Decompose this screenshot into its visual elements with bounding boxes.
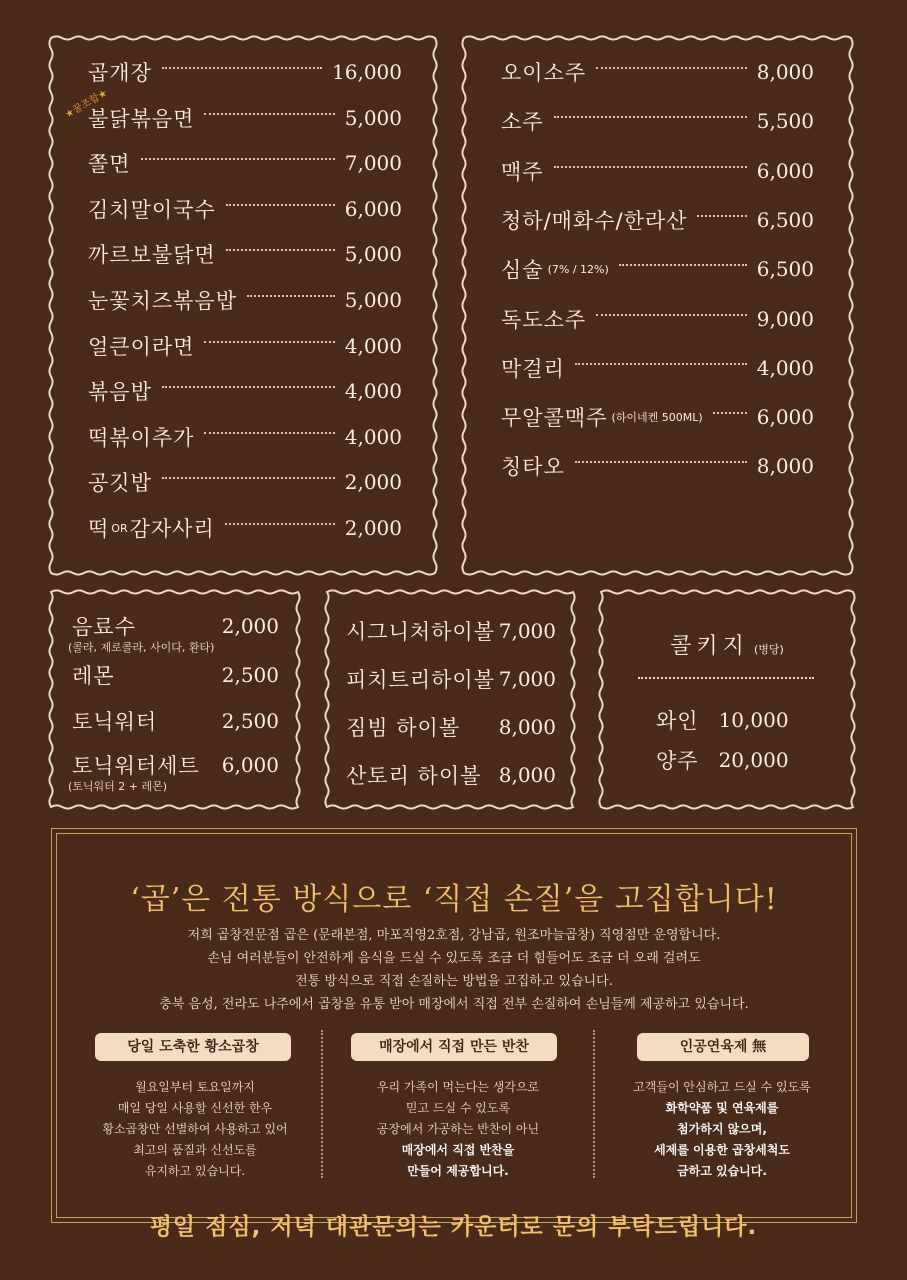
feature-line: [77, 1077, 313, 1098]
menu-item: [88, 194, 402, 224]
menu-item: [88, 57, 402, 87]
menu-item: [501, 106, 814, 136]
feature-line-text: 최고의 품질과 신선도를: [133, 1143, 257, 1157]
menu-item-name: 음료수: [72, 615, 136, 639]
menu-item-price: 2,500: [221, 663, 279, 687]
corkage-panel-border: [598, 589, 856, 810]
menu-item-price: 2,500: [221, 709, 279, 733]
menu-item: [346, 712, 556, 742]
menu-item: [656, 745, 789, 775]
feature-line: [77, 1098, 313, 1119]
feature-column-fresh-tripe: [77, 1077, 313, 1182]
menu-item-note: (7% / 12%): [547, 262, 609, 276]
menu-item-price: 7,000: [498, 619, 556, 643]
dot-leader: [596, 314, 747, 316]
scalloped-border: [599, 590, 854, 808]
menu-item-price: 6,000: [221, 753, 279, 777]
menu-item-price: 2,000: [221, 614, 279, 638]
dot-leader: [247, 295, 335, 297]
menu-item-name: 칭타오: [501, 455, 565, 480]
menu-item: [501, 353, 814, 383]
menu-item-name: 무알콜맥주: [501, 406, 608, 431]
menu-item: [501, 156, 814, 186]
feature-column-no-tenderizer: [603, 1077, 841, 1182]
menu-item: [501, 254, 814, 284]
menu-item: [88, 331, 402, 361]
dot-leader: [226, 249, 335, 251]
menu-item: [88, 103, 402, 133]
feature-badge-no-tenderizer: 인공연육제 無: [637, 1033, 809, 1061]
feature-line: [331, 1119, 585, 1140]
menu-item: [72, 750, 279, 780]
menu-item-name: 오이소주: [501, 61, 587, 85]
info-paragraph-line: 손님 여러분들이 안전하게 음식을 드실 수 있도록 조금 더 힘들어도 조금 더 오래 걸려도: [207, 951, 701, 966]
menu-item-price: 5,000: [344, 105, 402, 130]
menu-item-price: 7,000: [498, 667, 556, 691]
feature-line-text: 유지하고 있습니다.: [144, 1164, 246, 1178]
dot-leader: [554, 166, 747, 168]
menu-item-name: 짐빔 하이볼: [346, 716, 461, 740]
menu-item-name: 소주: [501, 110, 544, 135]
dot-leader: [162, 386, 335, 388]
menu-item-price: 8,000: [498, 763, 556, 787]
highball-panel: [324, 589, 576, 810]
feature-line: [603, 1119, 841, 1140]
dot-leader: [619, 264, 747, 266]
corkage-note: (병당): [754, 643, 784, 656]
feature-line-text: 화학약품 및 연육제를: [665, 1101, 779, 1115]
menu-item-price: 5,000: [344, 288, 402, 312]
menu-item-subtext: (토닉워터 2 + 레몬): [68, 780, 168, 793]
menu-item-name: 청하/매화수/한라산: [501, 208, 688, 233]
menu-item-price: 2,000: [344, 516, 402, 540]
feature-line: [77, 1161, 313, 1182]
info-paragraph-line: 충북 음성, 전라도 나주에서 곱창을 유통 받아 매장에서 직접 전부 손질하여 손님들께 제공하고 있습니다.: [159, 997, 749, 1012]
menu-item: [88, 513, 402, 543]
menu-item-price: 6,500: [756, 207, 814, 232]
menu-item-price: 4,000: [344, 424, 402, 449]
feature-line-text: 첨가하지 않으며,: [677, 1122, 767, 1136]
menu-item-price: 4,000: [344, 333, 402, 358]
dot-leader: [575, 461, 747, 463]
menu-item-name: 토닉워터세트: [72, 754, 200, 778]
menu-item: [346, 760, 556, 790]
feature-line: [331, 1161, 585, 1182]
menu-item-price: 9,000: [756, 306, 814, 331]
menu-item: [346, 664, 556, 694]
dot-leader: [713, 412, 747, 414]
info-headline: ‘곱’은 전통 방식으로 ‘직접 손질’을 고집합니다!: [130, 882, 778, 917]
dot-leader: [204, 341, 334, 343]
menu-item-name: 토닉워터: [72, 710, 158, 734]
feature-line: [603, 1140, 841, 1161]
menu-item: [346, 616, 556, 646]
corkage-divider: [638, 677, 814, 679]
feature-line: [331, 1140, 585, 1161]
menu-item-price: 4,000: [756, 355, 814, 380]
menu-item-note: (하이네켄 500ML): [611, 411, 703, 425]
menu-item-name: 독도소주: [501, 307, 587, 332]
menu-item-price: 5,500: [756, 109, 814, 134]
menu-item: [88, 148, 402, 178]
feature-line-text: 고객들이 안심하고 드실 수 있도록: [633, 1080, 811, 1094]
info-box: [51, 828, 857, 1223]
menu-item-price: 10,000: [718, 708, 789, 732]
menu-item-name: 공깃밥: [88, 471, 152, 496]
menu-item-name: 레몬: [72, 664, 115, 688]
menu-item: [88, 467, 402, 497]
dot-leader: [204, 113, 334, 115]
dot-leader: [204, 432, 334, 434]
feature-line-text: 믿고 드실 수 있도록: [405, 1101, 511, 1115]
feature-line: [331, 1077, 585, 1098]
combo-tag: ★꿀조합★: [63, 87, 110, 121]
menu-item-name: 피치트리하이볼: [346, 668, 496, 692]
menu-item-price: 8,000: [498, 715, 556, 739]
menu-item-name: 곱개장: [88, 61, 152, 85]
menu-item-price: 8,000: [756, 60, 814, 84]
dot-leader: [575, 363, 747, 365]
menu-item-price: 16,000: [332, 60, 402, 84]
menu-item: [72, 706, 279, 736]
menu-item-name: 막걸리: [501, 356, 565, 381]
menu-item: [72, 611, 279, 641]
column-divider: [321, 1030, 323, 1178]
menu-item: [501, 205, 814, 235]
menu-item: [501, 304, 814, 334]
footer-notice: 평일 점심, 저녁 대관문의는 카운터로 문의 부탁드립니다.: [149, 1214, 758, 1240]
menu-item-name: 불닭볶음면: [88, 106, 195, 131]
corkage-panel: [598, 589, 856, 810]
menu-item-or: OR: [111, 521, 128, 535]
food-menu-panel: [48, 35, 438, 576]
menu-item-name-alt: 감자사리: [129, 517, 215, 541]
dot-leader: [596, 67, 747, 69]
menu-item: [72, 660, 279, 690]
info-paragraph-line: 전통 방식으로 직접 손질하는 방법을 고집하고 있습니다.: [295, 974, 613, 989]
menu-item-name: 볶음밥: [88, 380, 152, 405]
menu-item-name: 심술: [501, 258, 544, 283]
soft-drinks-panel: [48, 589, 301, 810]
menu-item-price: 8,000: [756, 454, 814, 479]
menu-item-price: 6,500: [756, 257, 814, 282]
menu-item-name: 쫄면: [88, 152, 131, 177]
menu-item: [88, 422, 402, 452]
info-box-inner-border: [56, 833, 852, 1218]
feature-line: [77, 1119, 313, 1140]
dot-leader: [225, 523, 335, 525]
menu-item: [656, 705, 789, 735]
feature-line-text: 우리 가족이 먹는다는 생각으로: [376, 1080, 540, 1094]
corkage-heading: [598, 629, 856, 660]
menu-item-name: 산토리 하이볼: [346, 764, 482, 788]
menu-item-price: 2,000: [344, 470, 402, 495]
dot-leader: [554, 116, 747, 118]
menu-item-price: 6,000: [344, 196, 402, 221]
menu-item-name: 떡: [88, 517, 110, 541]
feature-line-text: 매일 당일 사용할 신선한 한우: [117, 1101, 273, 1115]
menu-item-name: 눈꽃치즈볶음밥: [88, 289, 238, 313]
menu-item-price: 20,000: [718, 748, 789, 772]
menu-item-name: 얼큰이라면: [88, 334, 195, 359]
feature-line-text: 월요일부터 토요일까지: [135, 1080, 255, 1094]
feature-line: [603, 1077, 841, 1098]
corkage-title: 콜키지: [670, 634, 749, 659]
menu-item-name: 떡볶이추가: [88, 425, 195, 450]
dot-leader: [162, 67, 322, 69]
feature-line: [77, 1140, 313, 1161]
dot-leader: [141, 158, 335, 160]
menu-item-subtext: (콜라, 제로콜라, 사이다, 환타): [68, 641, 215, 654]
feature-line-text: 금하고 있습니다.: [677, 1164, 767, 1178]
menu-item-name: 와인: [656, 709, 699, 733]
dot-leader: [226, 204, 335, 206]
feature-line-text: 황소곱창만 선별하여 사용하고 있어: [102, 1122, 288, 1136]
feature-line: [603, 1098, 841, 1119]
menu-item-price: 7,000: [344, 151, 402, 176]
menu-item-name: 양주: [656, 749, 699, 773]
info-paragraph-line: 저희 곱창전문점 곱은 (문래본점, 마포직영2호점, 강남곱, 원조마늘곱창) 직영점만 운영합니다.: [187, 928, 721, 943]
menu-item-price: 6,000: [756, 158, 814, 183]
menu-item-price: 5,000: [344, 242, 402, 267]
feature-line-text: 세제를 이용한 곱창세척도: [654, 1143, 790, 1157]
menu-item-name: 맥주: [501, 159, 544, 184]
feature-line-text: 만들어 제공합니다.: [407, 1164, 509, 1178]
menu-item: [88, 239, 402, 269]
menu-item-name: 까르보불닭면: [88, 243, 216, 268]
feature-line: [331, 1098, 585, 1119]
menu-item-price: 6,000: [756, 405, 814, 430]
menu-item-name: 김치말이국수: [88, 197, 216, 222]
dot-leader: [162, 477, 335, 479]
column-divider: [593, 1030, 595, 1178]
drink-menu-panel: [461, 35, 854, 576]
menu-item: [88, 376, 402, 406]
menu-item: [501, 451, 814, 481]
menu-item-name: 시그니처하이볼: [346, 620, 496, 644]
menu-item: [88, 285, 402, 315]
menu-item: [501, 57, 814, 87]
feature-line: [603, 1161, 841, 1182]
feature-line-text: 공장에서 가공하는 반찬이 아닌: [376, 1122, 540, 1136]
dot-leader: [697, 215, 746, 217]
menu-item-price: 4,000: [344, 379, 402, 404]
feature-line-text: 매장에서 직접 반찬을: [401, 1143, 515, 1157]
menu-item: [501, 402, 814, 432]
feature-column-homemade-sides: [331, 1077, 585, 1182]
feature-badge-fresh-tripe: 당일 도축한 황소곱창: [95, 1033, 291, 1061]
feature-badge-homemade-sides: 매장에서 직접 만든 반찬: [351, 1033, 557, 1061]
